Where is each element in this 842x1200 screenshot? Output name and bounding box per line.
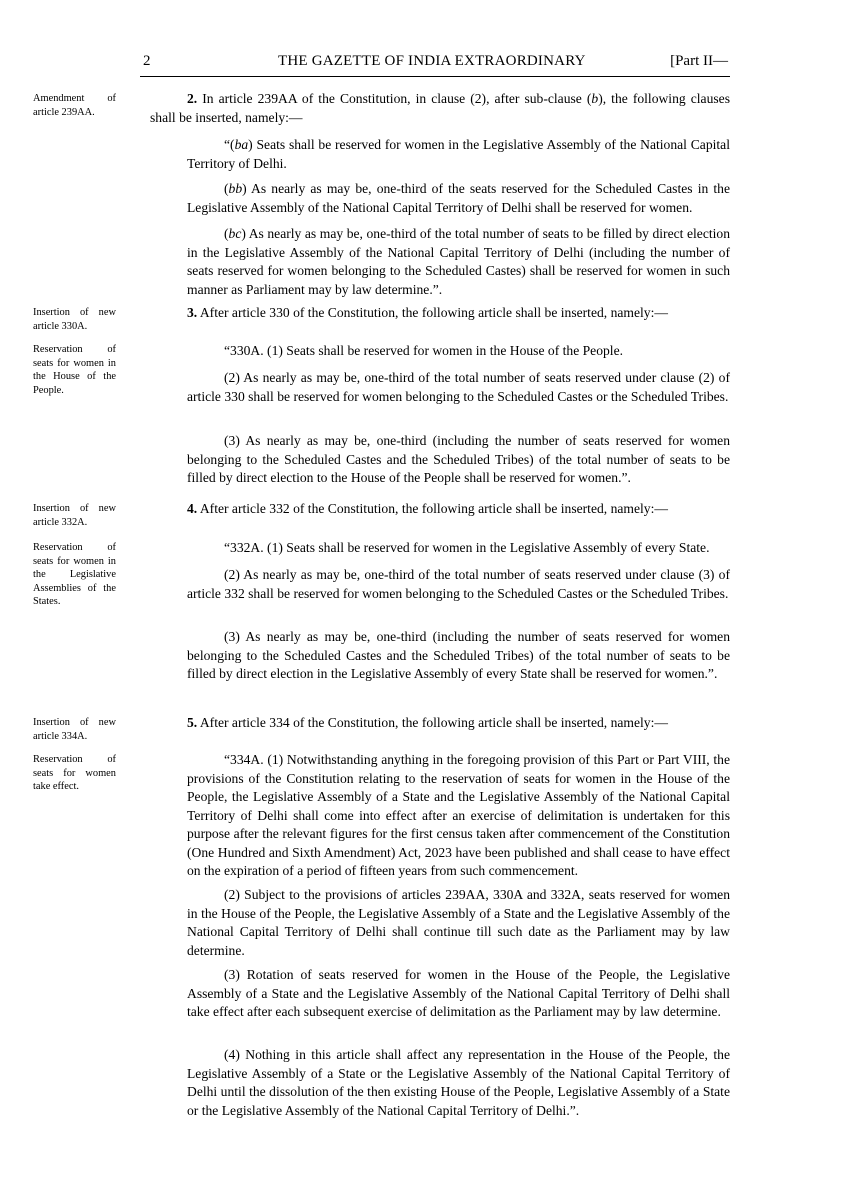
margin-note: Amendment of article 239AA. xyxy=(33,93,116,118)
part-label: [Part II— xyxy=(670,53,728,69)
gazette-title: THE GAZETTE OF INDIA EXTRAORDINARY xyxy=(278,53,586,69)
article-334a-3: (3) Rotation of seats reserved for women in the House of the People, the Legislative Assembly of a State and the Legislative Assembly of the National Capital Territory of Delhi shall take effect after each subsequent exercise of delimitation as the Parliament may by law determine. xyxy=(187,967,730,1019)
section-number: 3. xyxy=(187,305,198,320)
article-332a-2: (2) As nearly as may be, one-third of the total number of seats reserved under clause (3) of article 332 shall be reserved for women belonging to the Scheduled Castes or the Scheduled Tribes. xyxy=(187,567,730,601)
page-header xyxy=(140,53,730,75)
clause-ba: “(ba) Seats shall be reserved for women in the Legislative Assembly of the National Capital Territory of Delhi. xyxy=(187,137,730,171)
section-number: 4. xyxy=(187,501,198,516)
section-number: 5. xyxy=(187,715,198,730)
header-rule xyxy=(140,76,730,77)
margin-note: Insertion of new article 332A. xyxy=(33,503,116,528)
section-5-intro: 5. After article 334 of the Constitution, the following article shall be inserted, namely:— xyxy=(187,715,668,730)
article-330a-2: (2) As nearly as may be, one-third of the total number of seats reserved under clause (2) of article 330 shall be reserved for women belonging to the Scheduled Castes or the Scheduled Tribes. xyxy=(187,370,730,404)
article-334a-2: (2) Subject to the provisions of articles 239AA, 330A and 332A, seats reserved for women in the House of the People, the Legislative Assembly of a State and the Legislative Assembly of the National Capital Territory of Delhi shall continue till such date as the Parliament may by law determine. xyxy=(187,887,730,958)
article-330a-1: “330A. (1) Seats shall be reserved for women in the House of the People. xyxy=(224,343,624,358)
margin-note: Reservation of seats for women take effect. xyxy=(33,754,116,792)
article-332a-3: (3) As nearly as may be, one-third (including the number of seats reserved for women belonging to the Scheduled Castes and the Scheduled Tribes) of the total number of seats to be filled by direct election in the Legislative Assembly of every State shall be reserved for women.”. xyxy=(187,629,730,681)
margin-note: Reservation of seats for women in the House of the People. xyxy=(33,344,116,396)
article-332a-1: “332A. (1) Seats shall be reserved for women in the Legislative Assembly of every State. xyxy=(224,540,710,555)
article-334a-4: (4) Nothing in this article shall affect any representation in the House of the People, the Legislative Assembly of a State or the Legislative Assembly of the National Capital Territory of Delhi until the dissolution of the then existing House of the People, Legislative Assembly of a State or the Legislative Assembly of the National Capital Territory of Delhi.”. xyxy=(187,1047,730,1118)
article-334a-1: “334A. (1) Notwithstanding anything in the foregoing provision of this Part or Part VIII, the provisions of the Constitution relating to the reservation of seats for women in the House of the People, the Legislative Assembly of a State and the Legislative Assembly of the National Capital Territory of Delhi shall come into effect after an exercise of delimitation is undertaken for this purpose after the relevant figures for the first census taken after commencement of the Constitution (One Hundred and Sixth Amendment) Act, 2023 have been published and shall cease to have effect on the expiration of a period of fifteen years from such commencement. xyxy=(187,752,730,878)
section-4-intro: 4. After article 332 of the Constitution, the following article shall be inserted, namely:— xyxy=(187,501,668,516)
margin-note: Insertion of new article 334A. xyxy=(33,717,116,742)
page-number: 2 xyxy=(143,53,151,69)
article-330a-3: (3) As nearly as may be, one-third (including the number of seats reserved for women belonging to the Scheduled Castes and the Scheduled Tribes) of the total number of seats to be filled by direct election to the House of the People shall be reserved for women.”. xyxy=(187,433,730,485)
section-number: 2. xyxy=(187,91,198,106)
section-2-intro: 2. In article 239AA of the Constitution, in clause (2), after sub-clause (b), the following clauses shall be inserted, namely:— xyxy=(150,91,730,125)
margin-note: Reservation of seats for women in the Legislative Assemblies of the States. xyxy=(33,542,116,607)
section-3-intro: 3. After article 330 of the Constitution, the following article shall be inserted, namely:— xyxy=(187,305,668,320)
clause-bc: (bc) As nearly as may be, one-third of the total number of seats to be filled by direct election in the Legislative Assembly of the National Capital Territory of Delhi (including the number of seats reserved for women belonging to the Scheduled Castes) shall be reserved for women in such manner as Parliament may by law determine.”. xyxy=(187,226,730,297)
margin-note: Insertion of new article 330A. xyxy=(33,307,116,332)
clause-bb: (bb) As nearly as may be, one-third of the seats reserved for the Scheduled Castes in the Legislative Assembly of the National Capital Territory of Delhi shall be reserved for women. xyxy=(187,181,730,215)
